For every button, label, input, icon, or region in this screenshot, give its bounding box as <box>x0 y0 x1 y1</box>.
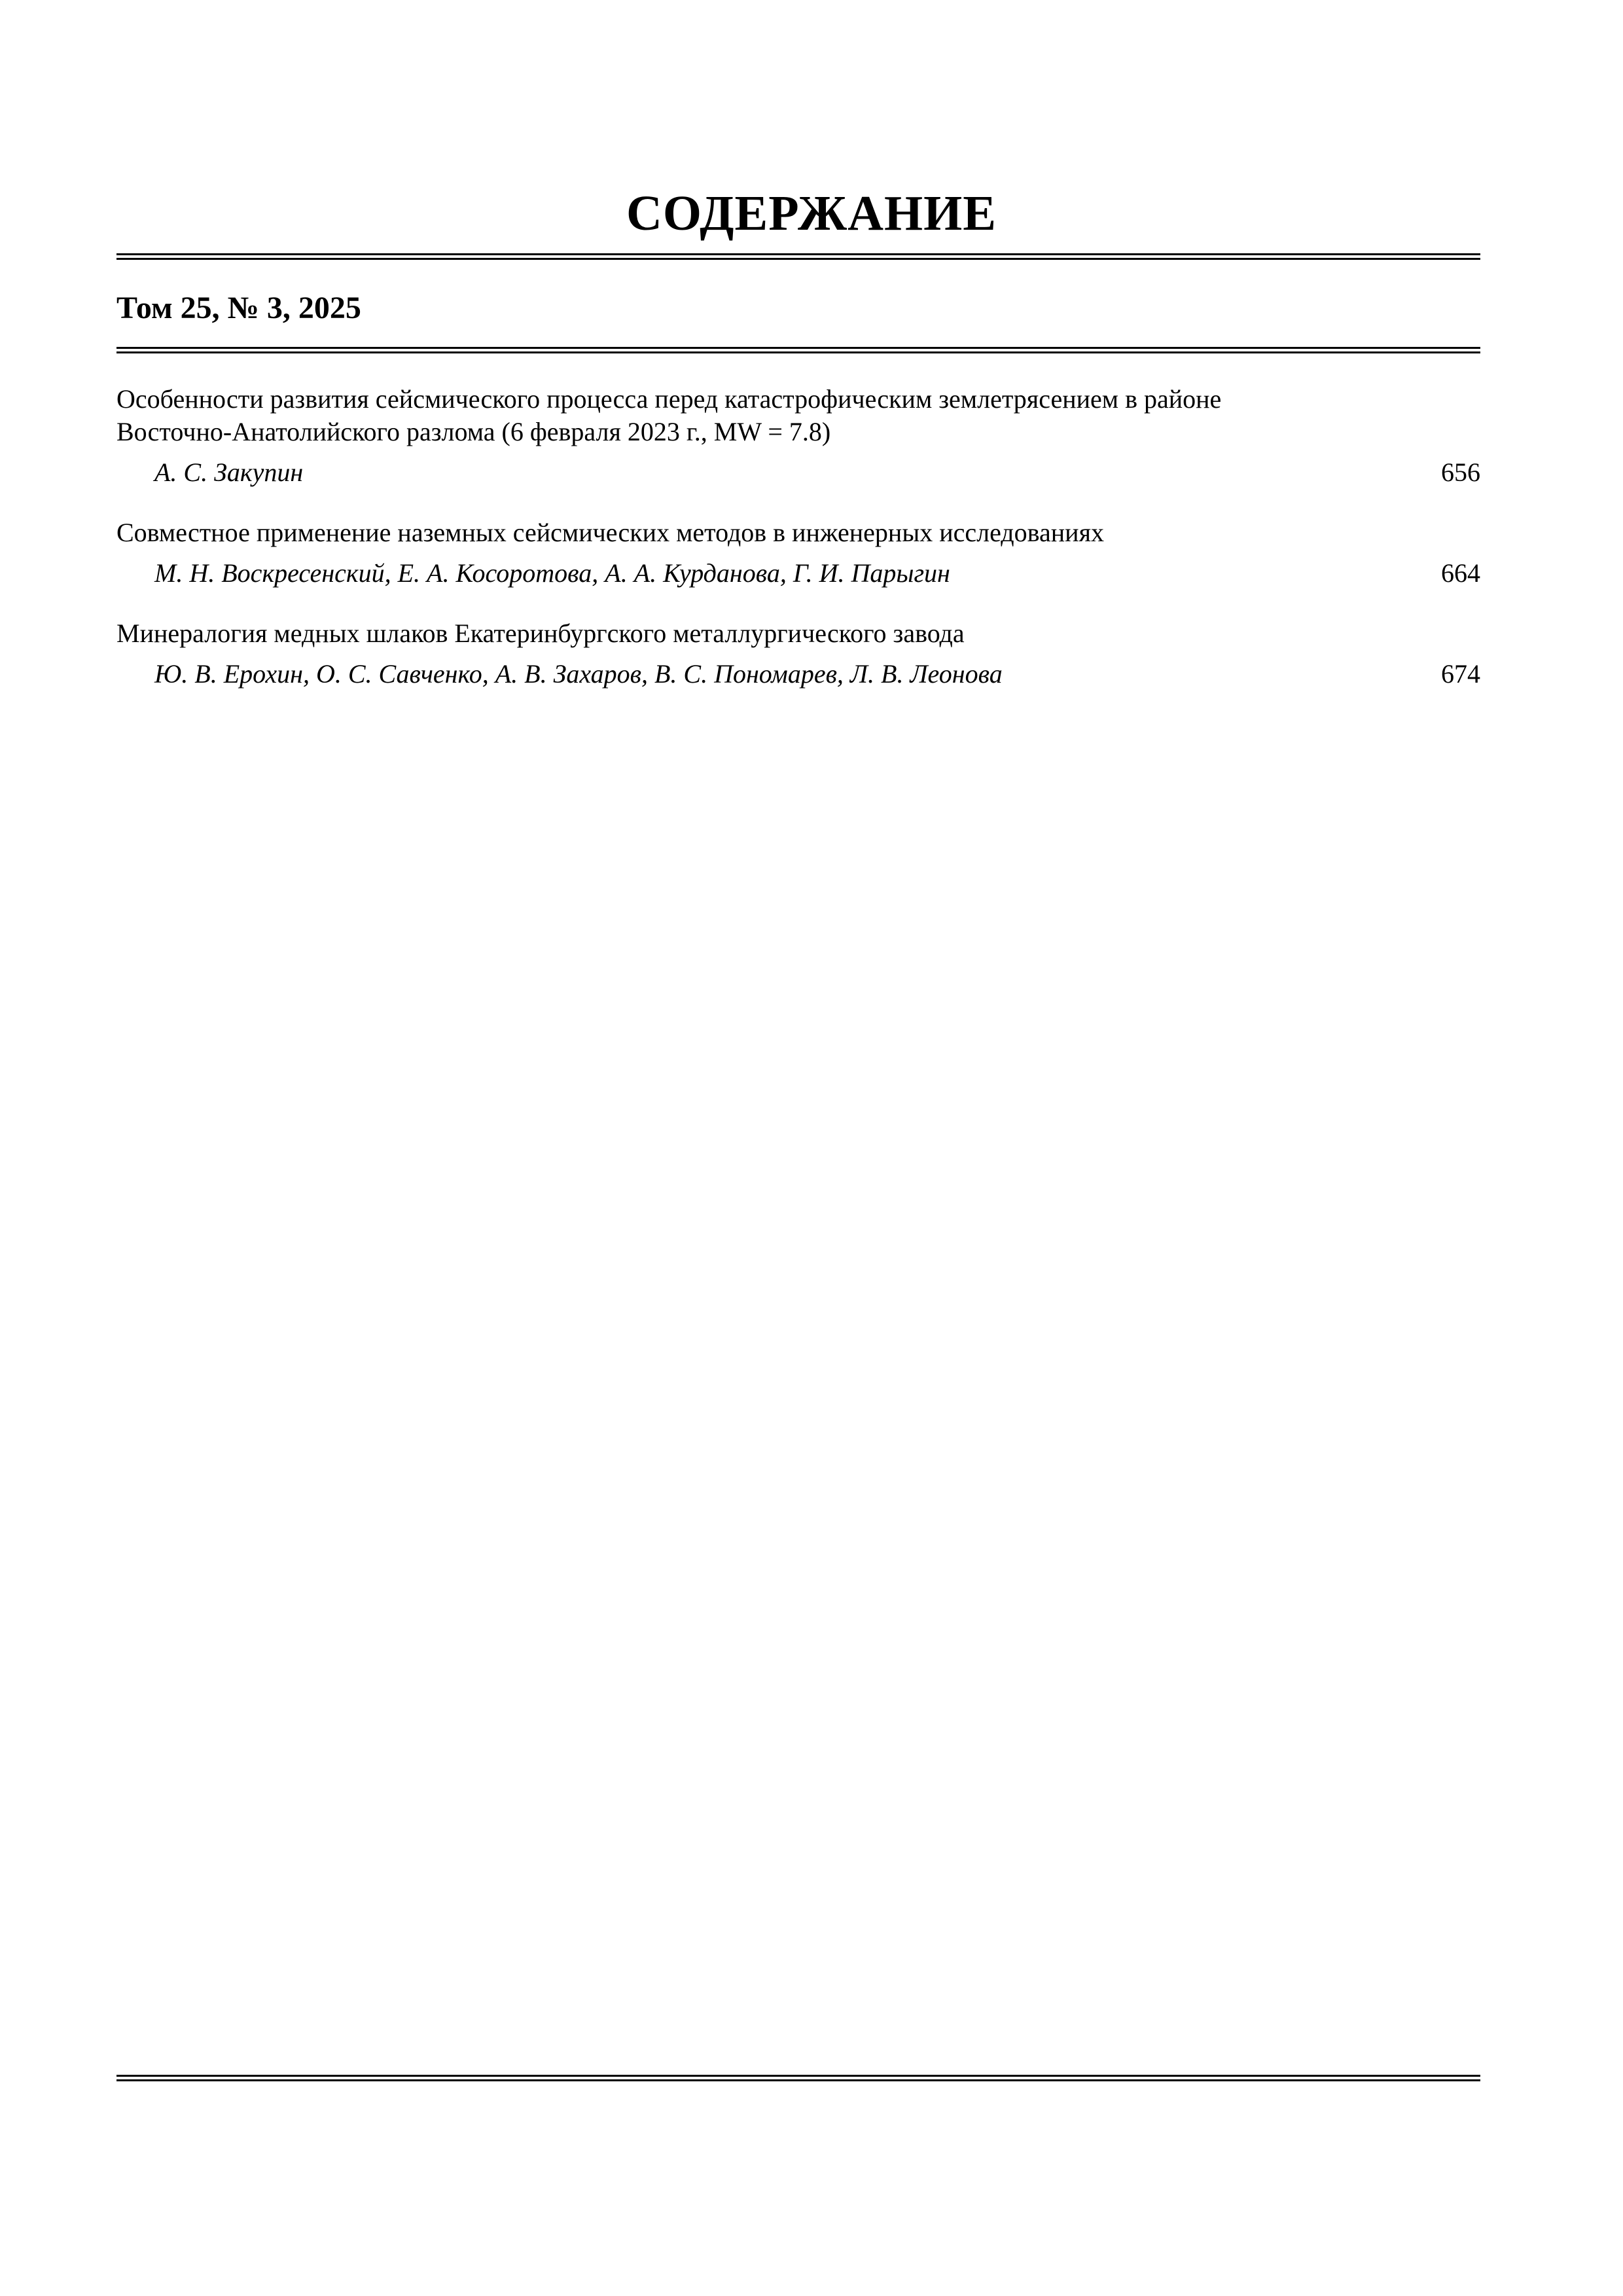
article-title-line: Минералогия медных шлаков Екатеринбургского металлургического завода <box>116 619 965 648</box>
page-number[interactable]: 664 <box>1441 558 1480 588</box>
top-double-rule <box>116 253 1480 260</box>
article-title[interactable] <box>116 383 1480 448</box>
article-authors: Ю. В. Ерохин, О. С. Савченко, А. В. Захаров, В. С. Пономарев, Л. В. Леонова <box>154 659 1003 689</box>
section-double-rule <box>116 347 1480 353</box>
article-authors: М. Н. Воскресенский, Е. А. Косоротова, А. А. Курданова, Г. И. Парыгин <box>154 558 950 588</box>
table-of-contents <box>116 383 1480 691</box>
issue-info: Том 25, № 3, 2025 <box>116 291 361 325</box>
article-title[interactable] <box>116 617 1480 650</box>
toc-entry[interactable] <box>116 617 1480 691</box>
article-meta <box>116 456 1480 489</box>
article-title[interactable] <box>116 516 1480 549</box>
toc-entry[interactable] <box>116 516 1480 590</box>
article-title-line: Совместное применение наземных сейсмических методов в инженерных исследованиях <box>116 518 1104 547</box>
page-title: СОДЕРЖАНИЕ <box>626 186 997 241</box>
article-authors: А. С. Закупин <box>154 457 304 487</box>
bottom-double-rule <box>116 2075 1480 2081</box>
article-meta <box>116 658 1480 691</box>
article-title-line: Особенности развития сейсмического процесса перед катастрофическим землетрясением в районе <box>116 384 1222 414</box>
page-number[interactable]: 674 <box>1441 659 1480 689</box>
page-number[interactable]: 656 <box>1441 457 1480 487</box>
article-title-line: Восточно-Анатолийского разлома (6 февраля 2023 г., MW = 7.8) <box>116 417 831 446</box>
toc-entry[interactable] <box>116 383 1480 489</box>
article-meta <box>116 557 1480 590</box>
